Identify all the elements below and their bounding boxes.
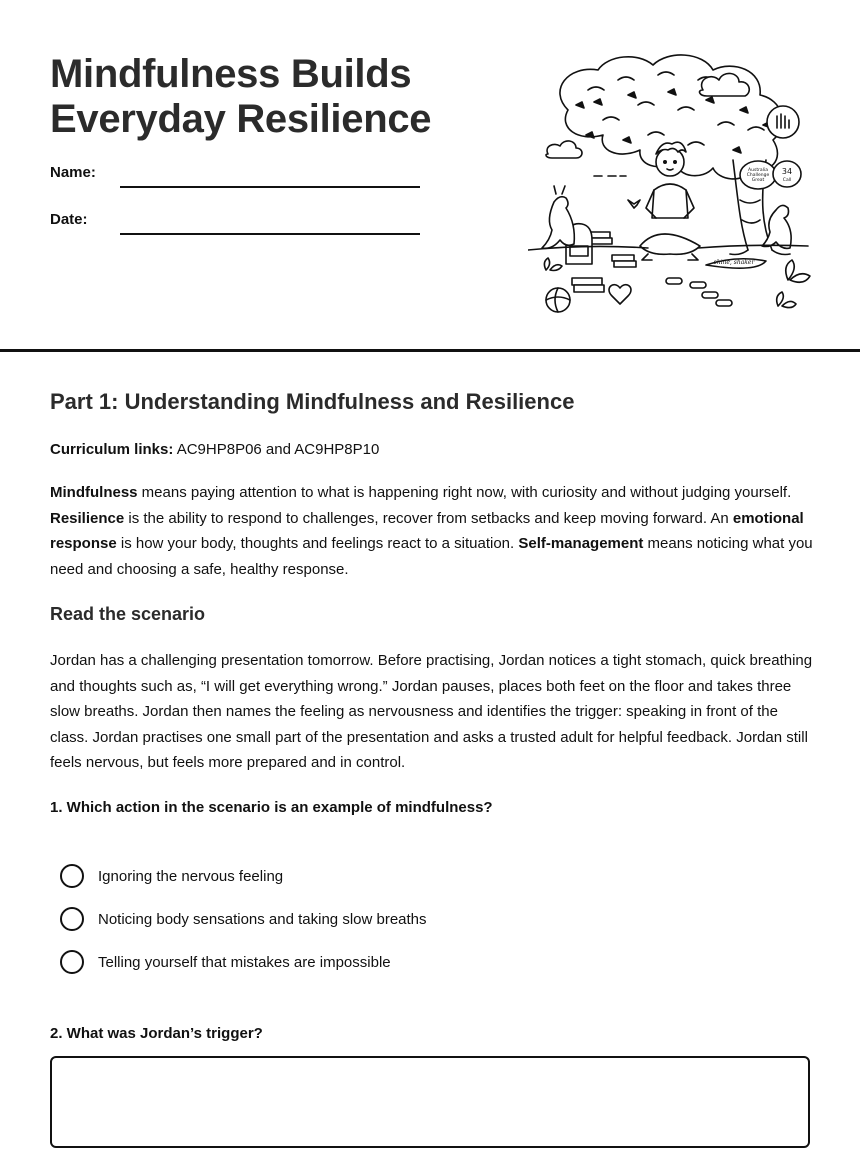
intro-text-2: is the ability to respond to challenges, recover from setbacks and keep moving forward. An xyxy=(124,509,733,527)
option-label: Ignoring the nervous feeling xyxy=(98,867,284,885)
svg-text:34: 34 xyxy=(781,167,793,176)
curriculum-links xyxy=(50,441,379,458)
part1-title: Part 1: Understanding Mindfulness and Resilience xyxy=(50,389,575,414)
svg-text:Challenge: Challenge xyxy=(746,173,770,178)
boy-meditating-under-tree-illustration xyxy=(528,50,812,322)
term-emotional-response: emotional response xyxy=(50,509,804,553)
name-line[interactable] xyxy=(120,186,420,188)
question-2: 2. What was Jordan’s trigger? xyxy=(50,1025,263,1042)
svg-text:Australia: Australia xyxy=(748,168,768,173)
q2-answer-box[interactable] xyxy=(50,1056,810,1148)
date-field[interactable] xyxy=(50,211,420,235)
q1-option-2[interactable] xyxy=(60,906,427,932)
header-divider xyxy=(0,349,860,352)
term-mindfulness: Mindfulness xyxy=(50,484,138,501)
term-resilience: Resilience xyxy=(50,509,125,527)
name-field[interactable] xyxy=(50,164,420,188)
name-label: Name: xyxy=(50,164,96,181)
curriculum-label: Curriculum links: xyxy=(50,441,174,458)
radio-circle[interactable] xyxy=(60,950,84,974)
intro-text-4: means noticing what you need and choosing a safe, healthy response. xyxy=(50,535,813,578)
intro-text-3: is how your body, thoughts and feelings react to a situation. xyxy=(116,535,519,553)
intro-text-1: means paying attention to what is happening right now, with curiosity and without judging yourself. xyxy=(137,484,792,501)
svg-text:Call: Call xyxy=(782,178,792,183)
question-1: 1. Which action in the scenario is an example of mindfulness? xyxy=(50,799,493,816)
title-line-1: Mindfulness Builds xyxy=(50,52,412,96)
option-label: Noticing body sensations and taking slow breaths xyxy=(98,910,427,928)
svg-text:shine, shaker: shine, shaker xyxy=(713,259,755,266)
curriculum-value: AC9HP8P06 and AC9HP8P10 xyxy=(176,441,380,458)
date-line[interactable] xyxy=(120,233,420,235)
page-title xyxy=(50,52,490,142)
q1-option-1[interactable] xyxy=(60,863,283,889)
radio-circle[interactable] xyxy=(60,907,84,931)
svg-text:Great: Great xyxy=(751,178,765,183)
date-label: Date: xyxy=(50,211,88,228)
intro-paragraph xyxy=(50,480,815,582)
scenario-heading: Read the scenario xyxy=(50,604,206,624)
worksheet-header xyxy=(50,0,810,352)
q1-option-3[interactable] xyxy=(60,949,391,975)
radio-circle[interactable] xyxy=(60,864,84,888)
option-label: Telling yourself that mistakes are impossible xyxy=(98,953,391,971)
title-line-2: Everyday Resilience xyxy=(50,97,432,141)
term-self-management: Self-management xyxy=(518,535,644,553)
scenario-text: Jordan has a challenging presentation tomorrow. Before practising, Jordan notices a tight stomach, quick breathing and thoughts such as, “I will get everything wrong.” Jordan pauses, places both feet on the floor and takes three slow breaths. Jordan then names the feeling as nervousness and identifies the trigger: speaking in front of the class. Jordan practises one small part of the presentation and asks a trusted adult for helpful feedback. Jordan still feels nervous, but feels more prepared and in control. xyxy=(50,652,813,772)
